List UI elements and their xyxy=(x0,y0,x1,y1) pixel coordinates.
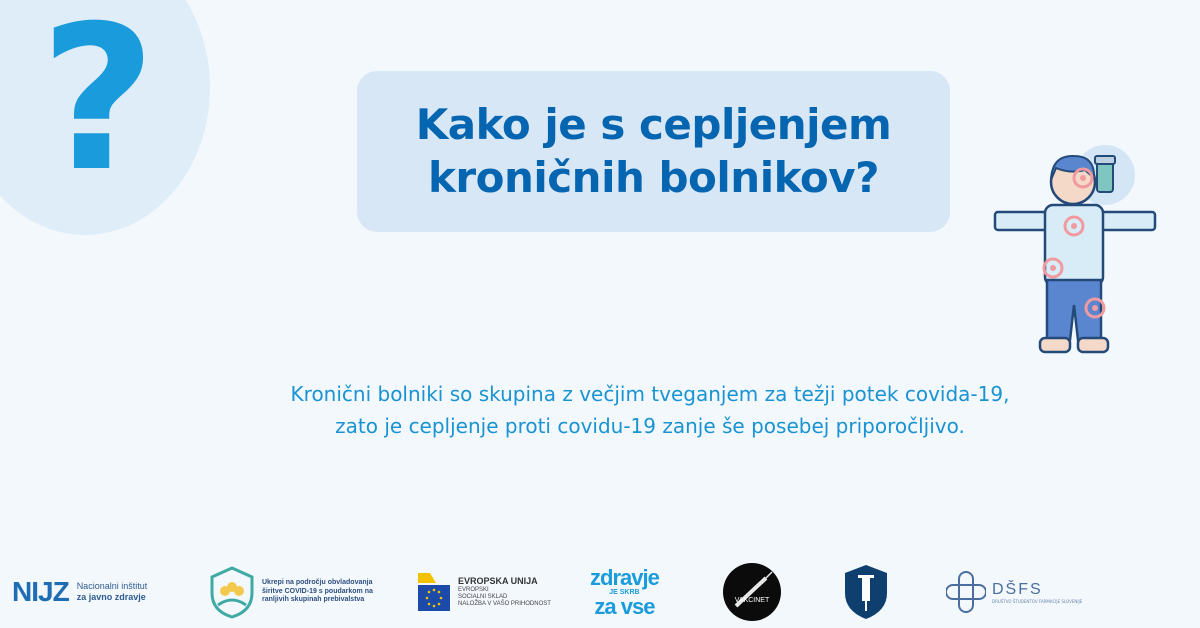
nijz-logo xyxy=(12,560,147,624)
zdravje-line-1: zdravje xyxy=(590,564,659,590)
dsfs-sub: DRUŠTVO ŠTUDENTOV FARMACIJE SLOVENIJE xyxy=(992,598,1083,604)
shield-syringe-logo xyxy=(842,560,890,624)
nijz-mark: NIJZ xyxy=(12,576,69,607)
vakcinet-syringe-icon xyxy=(722,562,782,622)
ukrepi-line-3: ranljivih skupinah prebivalstva xyxy=(262,596,365,604)
shield-people-icon xyxy=(208,565,256,619)
eu-line-1: EVROPSKA UNIJA xyxy=(458,575,538,586)
body-line-1: Kronični bolniki so skupina z večjim tveganjem za težji potek covida-19, xyxy=(290,382,1010,406)
ukrepi-line-1: Ukrepi na področju obvladovanja xyxy=(262,578,373,586)
ukrepi-line-2: širitve COVID-19 s poudarkom na xyxy=(262,587,373,595)
title-line-2: kroničnih bolnikov? xyxy=(427,152,880,202)
shield-syringe-icon xyxy=(842,563,890,621)
eu-line-4: NALOŽBA V VAŠO PRIHODNOST xyxy=(458,600,551,607)
dsfs-mark: DŠFS xyxy=(992,580,1043,598)
nijz-line-2: za javno zdravje xyxy=(76,592,146,602)
eu-logo xyxy=(416,560,551,624)
title-line-1: Kako je s cepljenjem xyxy=(415,100,892,149)
eu-line-2: EVROPSKI xyxy=(458,586,489,593)
zdravje-line-3: za vse xyxy=(594,593,655,619)
title-box xyxy=(357,71,950,232)
body-line-2: zato je cepljenje proti covidu-19 zanje še posebej priporočljivo. xyxy=(335,414,965,438)
eu-flag-icon xyxy=(416,569,452,615)
ukrepi-logo xyxy=(208,560,373,624)
body-text xyxy=(150,378,1150,442)
vaccine-vial-icon xyxy=(1097,162,1113,192)
dsfs-cross-icon xyxy=(946,569,986,615)
patient-illustration xyxy=(990,140,1160,360)
vakcinet-label: VAKCINET xyxy=(734,597,770,604)
nijz-line-1: Nacionalni inštitut xyxy=(76,581,148,592)
vakcinet-logo xyxy=(722,560,782,624)
zdravje-logo xyxy=(590,560,659,624)
partner-logos xyxy=(0,560,1200,628)
dsfs-logo xyxy=(946,560,1082,624)
question-mark-icon: ? xyxy=(40,0,157,216)
eu-line-3: SOCIALNI SKLAD xyxy=(458,593,508,600)
zdravje-line-2: JE SKRB xyxy=(609,588,640,596)
